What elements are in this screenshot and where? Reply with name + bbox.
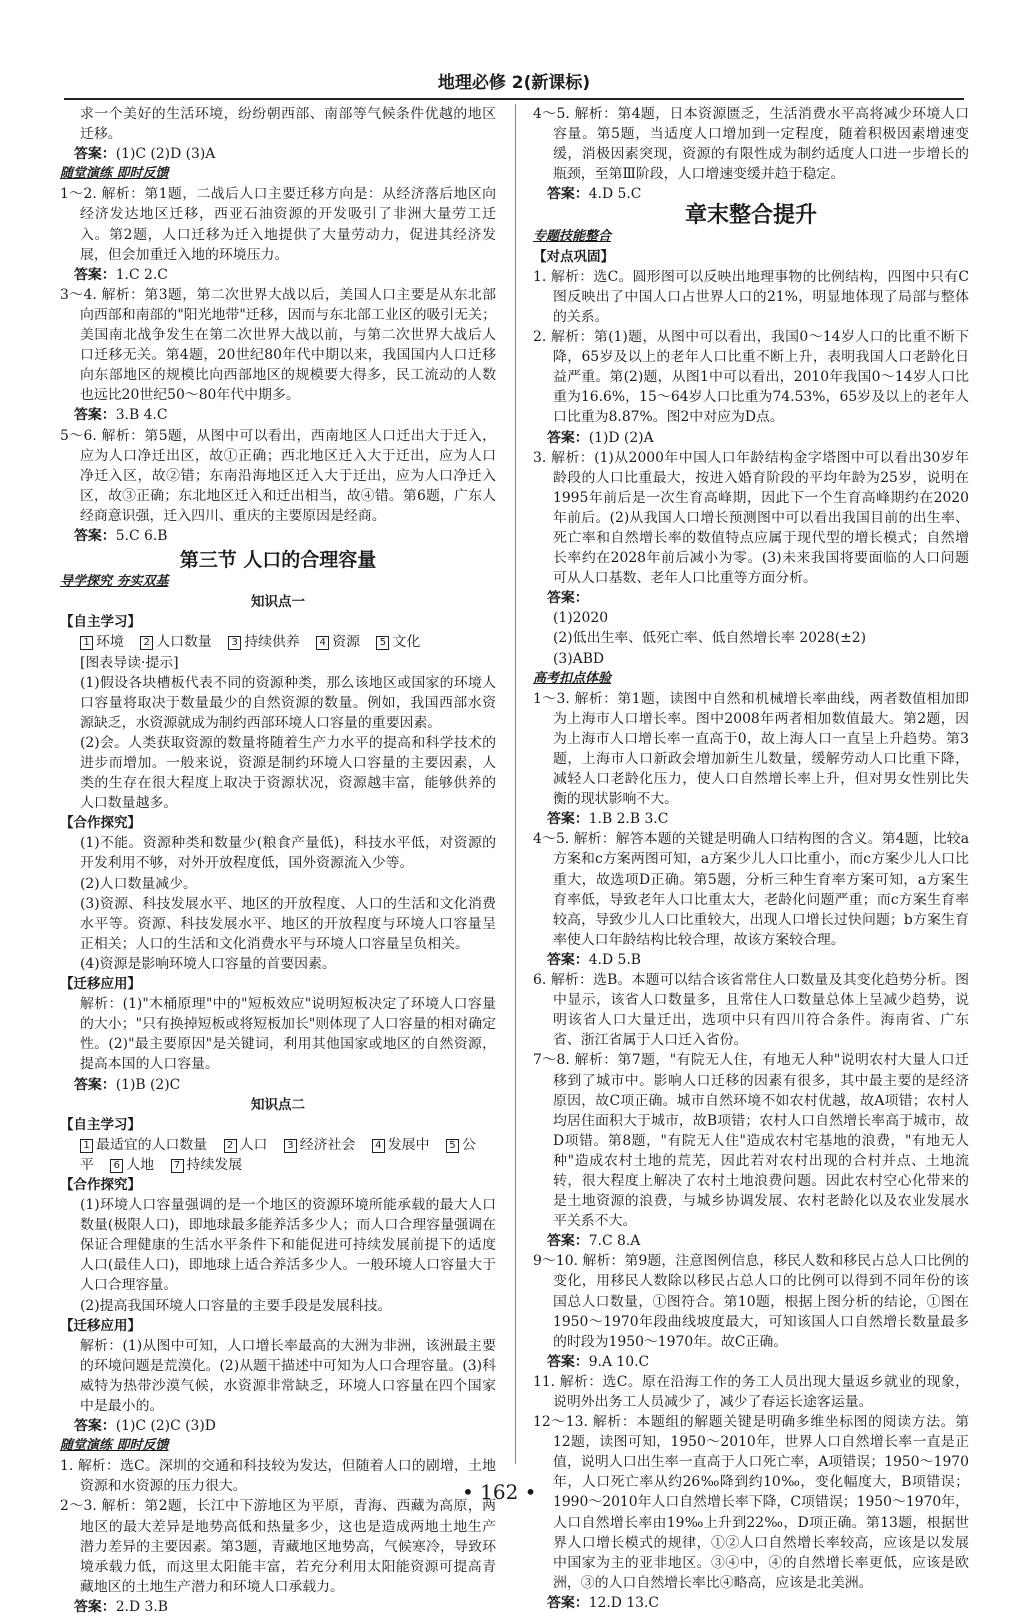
answer-text: 12.D 13.C <box>588 1594 660 1611</box>
page-number: • 162 • <box>462 1480 537 1504</box>
fill-item-text: 人地 <box>126 1156 155 1173</box>
question-explanation: 1. 解析：选C。圆形图可以反映出地理事物的比例结构，四图中只有C图反映出了中国人口占世界人口的21%，明显地体现了局部与整体的关系。 <box>533 268 969 325</box>
knowledge-point-title: 知识点二 <box>251 1096 305 1113</box>
fill-item <box>80 1137 207 1153</box>
number-box: 4 <box>372 1139 385 1153</box>
fill-item <box>80 634 124 650</box>
paragraph: (2)会。人类获取资源的数量将随着生产力水平的提高和科学技术的进步而增加。一般来说，资源是制约环境人口容量的主要因素，人类的生存在很大程度上取决于资源状况，资源越丰富，能够供养的人口数量越多。 <box>80 734 496 812</box>
paragraph: (1)不能。资源种类和数量少(粮食产量低)，科技水平低，对资源的开发利用不够，对外开放程度低，国外资源流入少等。 <box>80 835 496 872</box>
answer-label: 答案： <box>74 146 116 163</box>
bracket-heading: 【合作探究】 <box>60 815 141 832</box>
question-explanation: 3～4. 解析：第3题，第二次世界大战以后，美国人口主要是从东北部向西部和南部的"阳光地带"迁移，因而与东北部工业区的吸引无关；美国南北战争发生在第二次世界大战以前，与第二次世界大战后人口迁移无关。第4题，20世纪80年代中期以来，我国国内人口迁移向东部地区的规模比向西部地区的规模要大得多，民工流动的人数也远比20世纪50～80年代中期多。 <box>60 286 496 404</box>
answer-line: (2)低出生率、低死亡率、低自然增长率 2028(±2) <box>553 630 867 647</box>
fill-item-text: 文化 <box>392 634 421 651</box>
fill-item <box>316 634 360 650</box>
paragraph: (1)环境人口容量强调的是一个地区的资源环境所能承载的最大人口数量(极限人口)，即地球最多能养活多少人；而人口合理容量强调在保证合理健康的生活水平条件下和能促进可持续发展前提下的适度人口(最佳人口)，即地球上适合养活多少人。一般环境人口容量大于人口合理容量。 <box>80 1197 496 1294</box>
answer-line: (3)ABD <box>553 650 605 667</box>
subheading: 高考扣点体验 <box>533 670 612 686</box>
answer <box>533 428 969 448</box>
answer-label: 答案： <box>74 1076 116 1093</box>
fill-item <box>224 1137 268 1153</box>
answer-label: 答案： <box>74 407 116 424</box>
number-box: 2 <box>140 636 153 650</box>
answer-label: 答案： <box>74 1598 116 1615</box>
answer-label: 答案： <box>74 1418 116 1435</box>
answer <box>533 588 969 608</box>
answer <box>533 1231 969 1251</box>
column-divider <box>515 104 516 1464</box>
answer <box>533 1352 969 1372</box>
fill-in-items <box>60 632 496 652</box>
paragraph: (2)人口数量减少。 <box>80 875 197 892</box>
answer <box>60 526 496 546</box>
left-column <box>60 104 496 1617</box>
fill-item <box>110 1157 154 1173</box>
answer-label: 答案： <box>547 811 589 828</box>
answer-text: 5.C 6.B <box>115 527 168 544</box>
fill-item-text: 环境 <box>96 634 124 651</box>
number-box: 3 <box>228 636 241 650</box>
paragraph: (4)资源是影响环境人口容量的首要因素。 <box>80 955 336 972</box>
question-explanation: 7～8. 解析：第7题，"有院无人住，有地无人种"说明农村大量人口迁移到了城市中。影响人口迁移的因素有很多，其中最主要的是经济原因，故C项正确。城市自然环境不如农村优越，故A项错；农村人均居住面积大于城市，故B项错；农村人口自然增长率高于城市，故D项错。第8题，"有院无人住"造成农村宅基地的浪费，"有地无人种"造成农村土地的荒芜，因此若对农村出现的合村并点、土地流转，很大程度上解决了农村土地浪费问题。因此农村空心化带来的是土地资源的浪费，与城乡协调发展、农村老龄化以及农业发展水平关系不大。 <box>533 1052 969 1230</box>
number-box: 5 <box>376 636 389 650</box>
question-explanation: 2. 解析：第(1)题，从图中可以看出，我国0～14岁人口的比重不断下降，65岁及以上的老年人口比重不断上升，表明我国人口老龄化日益严重。第(2)题，从图1中可以看出，2010年我国0～14岁人口比重为16.6%，15～64岁人口比重为74.53%，65岁及以上的老年人口比重为8.87%。图2中对应为D点。 <box>533 329 969 426</box>
question-explanation: 1～2. 解析：第1题，二战后人口主要迁移方向是：从经济落后地区向经济发达地区迁移，西亚石油资源的开发吸引了非洲大量劳工迁入。第2题，人口迁移为迁入地提供了大量劳动力，促进其经济发展，但会加重迁入地的环境压力。 <box>60 186 496 263</box>
number-box: 1 <box>80 636 93 650</box>
subheading: 随堂演练 即时反馈 <box>60 166 169 182</box>
subheading: 随堂演练 即时反馈 <box>60 1438 169 1454</box>
page-header-title: 地理必修 2(新课标) <box>437 73 591 93</box>
bracket-heading: 【自主学习】 <box>60 614 141 631</box>
question-explanation: 12～13. 解析：本题组的解题关键是明确多维坐标图的阅读方法。第12题，读图可知，1950～2010年，世界人口自然增长率一直是正值，说明人口出生率一直高于人口死亡率，A项错误；1950～1970年，人口死亡率从约26‰降到约10‰，变化幅度大，B项错误；1990～2010年人口自然增长率下降，C项错误；1950～1970年，人口自然增长率由19‰上升到22‰，D项正确。第13题，根据世界人口增长模式的规律，①②人口自然增长率较高，应该是以发展中国家为主的亚非地区。③④中，④的自然增长率更低，应该是欧洲，③的人口自然增长率比④略高，应该是北美洲。 <box>533 1414 969 1591</box>
answer-label: 答案： <box>547 590 589 607</box>
paragraph: 解析：(1)"木桶原理"中的"短板效应"说明短板决定了环境人口容量的大小；"只有换掉短板或将短板加长"则体现了人口容量的相对确定性。(2)"最主要原因"是关键词，利用其他国家或地区的自然资源，提高本国的人口容量。 <box>80 996 496 1073</box>
answer-text: (1)C (2)D (3)A <box>115 146 216 163</box>
header-rule <box>64 98 964 100</box>
fill-item <box>171 1157 243 1173</box>
paragraph: 解析：(1)从图中可知，人口增长率最高的大洲为非洲，该洲最主要的环境问题是荒漠化。(2)从题干描述中可知为人口合理容量。(3)科威特为热带沙漠气候，水资源非常缺乏，环境人口容量在四个国家中是最小的。 <box>80 1337 496 1414</box>
bracket-heading: 【迁移应用】 <box>60 976 141 993</box>
subheading: 导学探究 夯实双基 <box>60 574 169 590</box>
number-box: 2 <box>224 1139 237 1153</box>
answer <box>60 1416 496 1436</box>
number-box: 5 <box>446 1139 459 1153</box>
fill-item-text: 公平 <box>80 1136 476 1173</box>
right-column <box>533 104 969 1613</box>
answer <box>533 1593 969 1613</box>
answer-label: 答案： <box>74 527 116 544</box>
answer <box>60 144 496 164</box>
fill-item-text: 持续供养 <box>244 634 300 651</box>
answer <box>60 1597 496 1617</box>
paragraph: (3)资源、科技发展水平、地区的开放程度、人口的生活和文化消费水平等。资源、科技发展水平、地区的开放程度与环境人口容量呈正相关；人口的生活和文化消费水平与环境人口容量呈负相关。 <box>80 895 496 952</box>
fill-item-text: 经济社会 <box>299 1136 356 1153</box>
answer-label: 答案： <box>547 186 589 203</box>
question-explanation: 1. 解析：选C。深圳的交通和科技较为发达，但随着人口的剧增，土地资源和水资源的压力很大。 <box>60 1458 496 1495</box>
answer-text: 1.B 2.B 3.C <box>588 811 669 828</box>
bracket-heading: 【迁移应用】 <box>60 1317 141 1334</box>
fill-item <box>372 1137 430 1153</box>
answer-text: 2.D 3.B <box>115 1598 168 1615</box>
question-explanation: 2～3. 解析：第2题，长江中下游地区为平原，青海、西藏为高原，两地区的最大差异是地势高低和热量多少，这也是造成两地土地生产潜力差异的主要因素。第3题，青藏地区地势高，气候寒冷，导致环境承载力低，而这里太阳能丰富，若充分利用太阳能资源可提高青藏地区的土地生产潜力和环境人口承载力。 <box>60 1498 496 1595</box>
fill-item <box>140 634 212 650</box>
answer-label: 答案： <box>547 429 589 446</box>
bracket-heading: 【对点巩固】 <box>533 248 614 265</box>
question-explanation: 9～10. 解析：第9题，注意图例信息，移民人数和移民占总人口比例的变化，用移民人数除以移民占总人口的比例可以得到不同年份的该国总人口数量，①图符合。第10题，根据上图分析的结论，①图在1950～1970年段曲线坡度最大，可知该国人口自然增长数量最多的时段为1950～1970年。故C正确。 <box>533 1253 969 1350</box>
fill-item-text: 人口数量 <box>156 634 212 651</box>
answer-text: (1)C (2)C (3)D <box>115 1418 216 1435</box>
question-explanation: 1～3. 解析：第1题，读图中自然和机械增长率曲线，两者数值相加即为上海市人口增长率。图中2008年两者相加数值最大。第2题，因为上海市人口增长率一直高于0，故上海人口一直呈上升趋势。第3题，上海市人口新政会增加新生儿数量，缓解劳动人口比重下降，减轻人口老龄化压力，使人口自然增长率上升，但对男女性别比失衡的现状影响不大。 <box>533 690 969 808</box>
fill-item-text: 持续发展 <box>186 1156 243 1173</box>
number-box: 6 <box>110 1159 123 1173</box>
question-explanation: 11. 解析：选C。原在沿海工作的务工人员出现大量返乡就业的现象，说明外出务工人员减少了，减少了春运长途客运量。 <box>533 1373 969 1410</box>
fill-item <box>228 634 300 650</box>
chapter-title: 章末整合提升 <box>684 203 817 229</box>
answer-label: 答案： <box>547 1233 589 1250</box>
answer <box>533 809 969 829</box>
answer-text: (1)B (2)C <box>115 1076 181 1093</box>
fill-item-text: 资源 <box>332 634 361 651</box>
question-explanation: 3. 解析：(1)从2000年中国人口年龄结构金字塔图中可以看出30岁年龄段的人口比重最大，按进入婚育阶段的平均年龄为25岁，说明在1995年前后是一次生育高峰期，因此下一个生育高峰期约在2020年前后。(2)从我国人口增长预测图中可以看出我国目前的出生率、死亡率和自然增长率的数值特点应属于现代型的增长模式；自然增长率约在2028年前后减小为零。(3)未来我国将要面临的人口问题可从人口基数、老年人口比重等方面分析。 <box>533 449 969 587</box>
answer-text: 4.D 5.B <box>588 951 641 968</box>
question-explanation: 5～6. 解析：第5题，从图中可以看出，西南地区人口迁出大于迁入，应为人口净迁出区，故①正确；西北地区迁入大于迁出，应为人口净迁入区，故②错；东南沿海地区迁入大于迁出，应为人口净迁入区，故③正确；东北地区迁入和迁出相当，故④错。第6题，广东人经商意识强，迁入四川、重庆的主要原因是经商。 <box>60 427 496 524</box>
paragraph: (2)提高我国环境人口容量的主要手段是发展科技。 <box>80 1297 392 1314</box>
answer-text: (1)D (2)A <box>588 429 654 446</box>
answer-label: 答案： <box>547 1353 589 1370</box>
question-explanation: 4～5. 解析：解答本题的关键是明确人口结构图的含义。第4题，比较a方案和c方案两图可知，a方案少儿人口比重小，而c方案少儿人口比重大，故选项D正确。第5题，分析三种生育率方案可知，a方案生育率低，导致老年人口比重太大，老龄化问题严重；而c方案生育率较高，导致少儿人口比重较大，出现人口增长过快问题；b方案生育率使人口年龄结构比较合理，故该方案较合理。 <box>533 831 969 948</box>
fill-item <box>284 1137 356 1153</box>
answer-label: 答案： <box>547 1594 589 1611</box>
fill-item-text: 发展中 <box>387 1136 430 1153</box>
knowledge-point-title: 知识点一 <box>251 594 305 611</box>
answer-label: 答案： <box>74 266 116 283</box>
section-title: 第三节 人口的合理容量 <box>179 549 377 572</box>
number-box: 3 <box>284 1139 297 1153</box>
bracket-heading: 【自主学习】 <box>60 1116 141 1133</box>
answer <box>60 1075 496 1095</box>
answer-text: 4.D 5.C <box>588 186 642 203</box>
answer-text: 7.C 8.A <box>588 1233 641 1250</box>
answer <box>533 950 969 970</box>
number-box: 4 <box>316 636 329 650</box>
answer <box>60 265 496 285</box>
number-box: 1 <box>80 1139 93 1153</box>
answer-text: 9.A 10.C <box>588 1353 650 1370</box>
bracket-heading: [图表导读·提示] <box>80 654 179 671</box>
answer-line: (1)2020 <box>553 610 609 627</box>
question-explanation: 4～5. 解析：第4题，日本资源匮乏，生活消费水平高将减少环境人口容量。第5题，当适度人口增加到一定程度，随着积极因素增速变缓，消极因素突现，资源的有限性成为制约适度人口进一步增长的瓶颈，至第Ⅲ阶段，人口增速变缓并趋于稳定。 <box>533 106 969 183</box>
answer-text: 3.B 4.C <box>115 407 168 424</box>
fill-item <box>376 634 420 650</box>
answer <box>533 184 969 204</box>
fill-in-items <box>60 1135 496 1175</box>
fill-item-text: 最适宜的人口数量 <box>96 1136 208 1153</box>
number-box: 7 <box>171 1159 184 1173</box>
question-explanation: 6. 解析：选B。本题可以结合该省常住人口数量及其变化趋势分析。图中显示，该省人口数量多，且常住人口数量总体上呈减少趋势，说明该省人口大量迁出，选项中只有四川符合条件。海南省、广东省、浙江省属于人口迁入省份。 <box>533 972 969 1049</box>
answer-label: 答案： <box>547 951 589 968</box>
answer <box>60 405 496 425</box>
bracket-heading: 【合作探究】 <box>60 1176 141 1193</box>
answer-text: 1.C 2.C <box>115 266 168 283</box>
subheading: 专题技能整合 <box>533 228 612 244</box>
paragraph: (1)假设各块槽板代表不同的资源种类，那么该地区或国家的环境人口容量将取决于数量最少的自然资源的数量。例如，我国西部水资源缺乏，水资源就成为制约西部环境人口容量的重要因素。 <box>80 674 496 731</box>
fill-item-text: 人口 <box>239 1136 268 1153</box>
paragraph: 求一个美好的生活环境，纷纷朝西部、南部等气候条件优越的地区迁移。 <box>80 106 496 143</box>
